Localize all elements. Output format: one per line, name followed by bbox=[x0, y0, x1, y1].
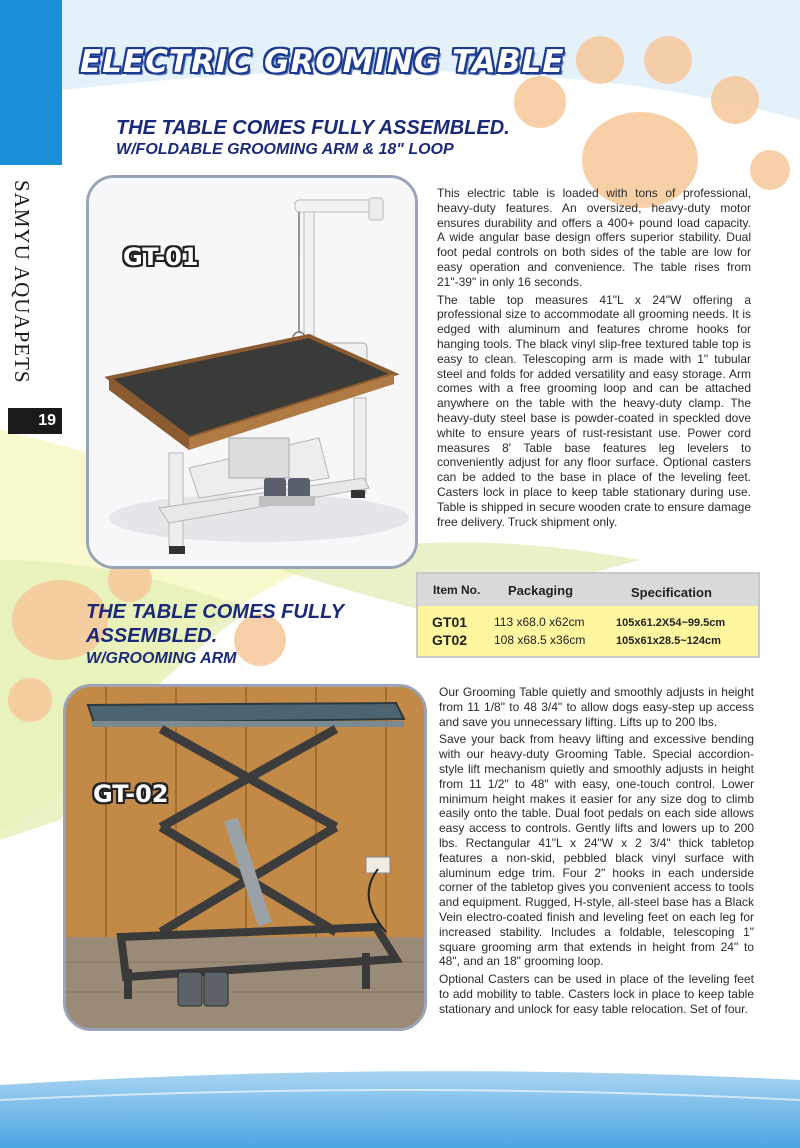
spec-row-2-item: GT02 bbox=[432, 632, 468, 648]
page-tab bbox=[0, 0, 62, 165]
gt02-paragraph-3: Optional Casters can be used in place of the leveling feet to add mobility to table. Casters lock in place to keep table stationary and unlock for easy table relocation. Set of four. bbox=[439, 972, 754, 1016]
gt02-table-illustration bbox=[66, 687, 424, 1028]
spec-row-2-packaging: 108 x68.5 x36cm bbox=[494, 633, 586, 647]
page-number: 19 bbox=[8, 408, 62, 434]
brand-vertical: SAMYU AQUAPETS bbox=[10, 180, 34, 384]
gt02-paragraph-1: Our Grooming Table quietly and smoothly adjusts in height from 11 1/8" to 48 3/4" to allow dogs easy-step up access and save you unnecessary lifting. Lifts up to 200 lbs. bbox=[439, 685, 754, 729]
spec-header-item-no: Item No. bbox=[433, 583, 481, 597]
gt01-paragraph-1: This electric table is loaded with tons of professional, heavy-duty features. An oversized, heavy-duty motor ensures durability and offers a 400+ pound load capacity. A wide angular base design offers superior stability. Dual foot pedal controls on both sides of the table are low for easy operation and convenience. The table rises from 21"-39" in only 16 seconds. bbox=[437, 186, 751, 289]
gt01-model-label: GT-01 bbox=[123, 243, 199, 271]
spec-table bbox=[416, 572, 760, 658]
spec-header-packaging: Packaging bbox=[508, 583, 574, 598]
gt01-description bbox=[437, 186, 751, 532]
spec-row-1-item: GT01 bbox=[432, 614, 468, 630]
gt02-product-photo bbox=[63, 684, 427, 1031]
spec-row-2-spec: 105x61x28.5~124cm bbox=[616, 635, 721, 647]
gt02-paragraph-2: Save your back from heavy lifting and excessive bending with our heavy-duty Grooming Table. Special accordion-style lift mechanism quietly and smoothly adjusts in height from 11 1/2" to 48" with easy, one-touch control. Lower minimum height makes it easier for any size dog to climb easily onto the table. Dual foot pedals on each side allows easy access to controls. Gently lifts and lowers up to 200 lbs. Rectangular 41"L x 24"W x 2 3/4" thick tabletop features a non-skid, pebbled black vinyl surface with aluminum edge trim. Four 2" hooks in each underside corner of the tabletop gives you convenient access to tools and equipment. Rugged, H-style, all-steel base has a Black Vein electro-coated finish and leveling feet on each leg for increased stability. Includes a foldable, telescoping 1" square grooming arm that extends in height from 24" to 48", and an 18" grooming loop. bbox=[439, 732, 754, 969]
page-title: ELECTRIC GROMING TABLE bbox=[80, 44, 565, 80]
gt01-heading-line1: THE TABLE COMES FULLY ASSEMBLED. bbox=[116, 117, 510, 139]
spec-row-1-spec: 105x61.2X54~99.5cm bbox=[616, 617, 726, 629]
gt01-paragraph-2: The table top measures 41"L x 24"W offering a professional size to accommodate all grooming needs. It is edged with aluminum and features chrome hooks for hanging tools. The black vinyl slip-free textured table top is easy to clean. Telescoping arm is made with 1" tubular steel and folds for added versatility and easy storage. Arm comes with a free grooming loop and can be attached anywhere on the table with the heavy-duty clamp. The heavy-duty steel base is powder-coated in speckled dove white to ensure years of rust-resistant use. Power cord measures 8' Table base features leg levelers to conveniently adjust for any floor surface. Optional casters can be added to the base in place of the leveling feet. Casters lock in place to keep table stationary during use. Table is shipped in secure wooden crate to ensure damage free delivery. Truck shipment only. bbox=[437, 292, 751, 529]
spec-row-1-packaging: 113 x68.0 x62cm bbox=[494, 615, 585, 629]
spec-header-specification: Specification bbox=[631, 585, 712, 600]
gt02-heading-line2: ASSEMBLED. bbox=[86, 625, 218, 647]
gt02-heading-line1: THE TABLE COMES FULLY bbox=[86, 601, 345, 623]
gt02-model-label: GT-02 bbox=[93, 780, 169, 808]
gt02-heading-line3: W/GROOMING ARM bbox=[86, 650, 237, 667]
gt01-heading-line2: W/FOLDABLE GROOMING ARM & 18" LOOP bbox=[116, 141, 454, 158]
gt01-product-photo bbox=[86, 175, 418, 569]
gt01-table-illustration bbox=[89, 178, 415, 566]
gt02-description bbox=[439, 685, 754, 1020]
